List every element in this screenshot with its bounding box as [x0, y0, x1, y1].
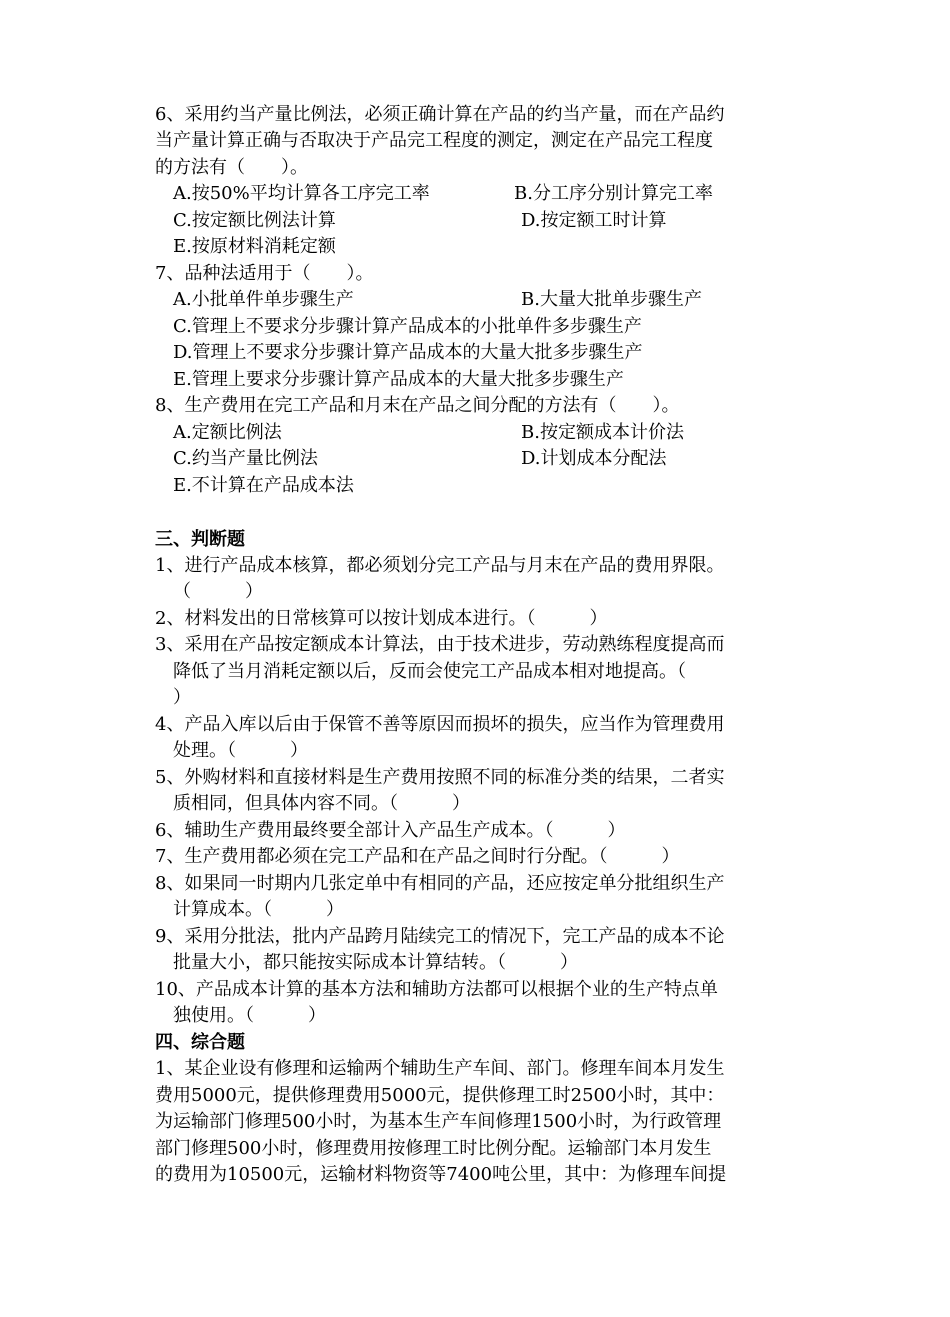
- section-heading-comprehensive: 四、综合题: [155, 1032, 245, 1053]
- tf-line: 4、产品入库以后由于保管不善等原因而损坏的损失，应当作为管理费用: [155, 714, 725, 735]
- tf-line: 10、产品成本计算的基本方法和辅助方法都可以根据个业的生产特点单: [155, 979, 718, 1000]
- comp-line: 费用5000元，提供修理费用5000元，提供修理工时2500小时，其中：: [155, 1085, 725, 1106]
- comp-line: 部门修理500小时，修理费用按修理工时比例分配。运输部门本月发生: [155, 1138, 712, 1159]
- q7-option-c: C.管理上不要求分步骤计算产品成本的小批单件多步骤生产: [173, 316, 642, 337]
- q6-option-b: B.分工序分别计算完工率: [514, 183, 713, 204]
- q6-stem-line-1: 6、采用约当产量比例法，必须正确计算在产品的约当产量，而在产品约: [155, 104, 725, 125]
- tf-line: 8、如果同一时期内几张定单中有相同的产品，还应按定单分批组织生产: [155, 873, 725, 894]
- q7-option-e: E.管理上要求分步骤计算产品成本的大量大批多步骤生产: [173, 369, 624, 390]
- q8-option-d: D.计划成本分配法: [521, 448, 667, 469]
- comp-line: 的费用为10500元，运输材料物资等7400吨公里，其中：为修理车间提: [155, 1164, 727, 1185]
- tf-line: ）: [173, 687, 191, 708]
- q6-stem-line-2: 当产量计算正确与否取决于产品完工程度的测定，测定在产品完工程度: [155, 130, 713, 151]
- q8-stem: 8、生产费用在完工产品和月末在产品之间分配的方法有（ ）。: [155, 395, 680, 416]
- q7-option-d: D.管理上不要求分步骤计算产品成本的大量大批多步骤生产: [173, 342, 643, 363]
- q6-option-a: A.按50%平均计算各工序完工率: [173, 183, 430, 204]
- tf-line: 批量大小，都只能按实际成本计算结转。（ ）: [173, 952, 578, 973]
- tf-line: 3、采用在产品按定额成本计算法，由于技术进步，劳动熟练程度提高而: [155, 634, 725, 655]
- tf-line: 9、采用分批法，批内产品跨月陆续完工的情况下，完工产品的成本不论: [155, 926, 725, 947]
- tf-line: 5、外购材料和直接材料是生产费用按照不同的标准分类的结果，二者实: [155, 767, 725, 788]
- tf-line: 质相同，但具体内容不同。（ ）: [173, 793, 470, 814]
- tf-line: 计算成本。（ ）: [173, 899, 344, 920]
- q8-option-b: B.按定额成本计价法: [521, 422, 684, 443]
- q7-option-a: A.小批单件单步骤生产: [173, 289, 354, 310]
- tf-line: 降低了当月消耗定额以后，反而会使完工产品成本相对地提高。（: [173, 661, 686, 682]
- q6-option-d: D.按定额工时计算: [521, 210, 667, 231]
- comp-line: 1、某企业设有修理和运输两个辅助生产车间、部门。修理车间本月发生: [155, 1058, 725, 1079]
- q6-option-e: E.按原材料消耗定额: [173, 236, 336, 257]
- tf-line: （ ）: [173, 581, 263, 602]
- q6-stem-line-3: 的方法有（ ）。: [155, 157, 308, 178]
- comp-line: 为运输部门修理500小时，为基本生产车间修理1500小时，为行政管理: [155, 1111, 722, 1132]
- tf-line: 7、生产费用都必须在完工产品和在产品之间时行分配。（ ）: [155, 846, 680, 867]
- q8-option-a: A.定额比例法: [173, 422, 282, 443]
- tf-line: 独使用。（ ）: [173, 1005, 326, 1026]
- q7-stem: 7、品种法适用于（ ）。: [155, 263, 374, 284]
- tf-line: 处理。（ ）: [173, 740, 308, 761]
- tf-line: 2、材料发出的日常核算可以按计划成本进行。（ ）: [155, 608, 608, 629]
- q6-option-c: C.按定额比例法计算: [173, 210, 336, 231]
- section-heading-true-false: 三、判断题: [155, 529, 245, 550]
- tf-line: 6、辅助生产费用最终要全部计入产品生产成本。（ ）: [155, 820, 626, 841]
- tf-line: 1、进行产品成本核算，都必须划分完工产品与月末在产品的费用界限。: [155, 555, 725, 576]
- q8-option-c: C.约当产量比例法: [173, 448, 318, 469]
- q7-option-b: B.大量大批单步骤生产: [521, 289, 702, 310]
- q8-option-e: E.不计算在产品成本法: [173, 475, 354, 496]
